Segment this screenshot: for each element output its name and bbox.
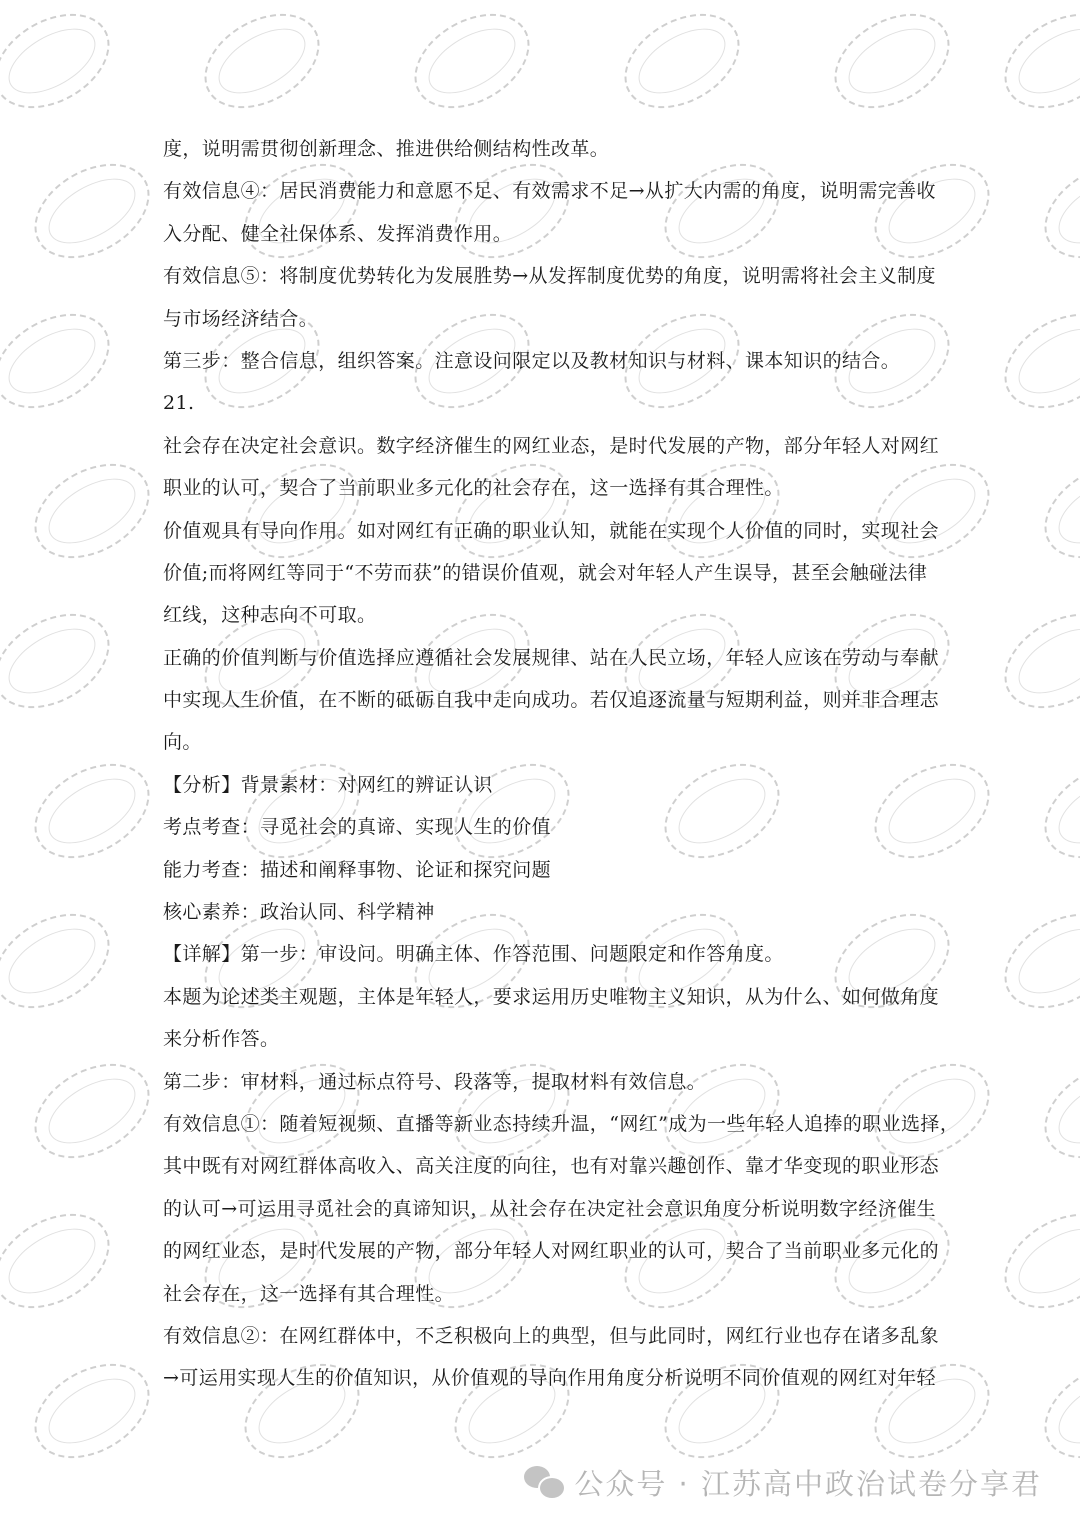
document-body xyxy=(163,128,960,1400)
watermark-stamp xyxy=(18,1044,166,1177)
text-line: 与市场经济结合。 xyxy=(163,307,319,330)
text-line: 【分析】背景素材：对网红的辨证认识 xyxy=(163,773,493,796)
text-line: 社会存在，这一选择有其合理性。 xyxy=(163,1282,455,1305)
text-line: 第二步：审材料，通过标点符号、段落等，提取材料有效信息。 xyxy=(163,1070,707,1093)
watermark-stamp xyxy=(988,894,1080,1027)
watermark-stamp xyxy=(1028,744,1080,877)
watermark-stamp xyxy=(608,0,756,128)
watermark-stamp xyxy=(1028,444,1080,577)
text-line: 【详解】第一步：审设问。明确主体、作答范围、问题限定和作答角度。 xyxy=(163,943,784,966)
text-line: 红线，这种志向不可取。 xyxy=(163,604,377,627)
text-line: 向。 xyxy=(163,731,202,754)
text-line: 职业的认可，契合了当前职业多元化的社会存在，这一选择有其合理性。 xyxy=(163,477,784,500)
text-line: 其中既有对网红群体高收入、高关注度的向往，也有对靠兴趣创作、靠才华变现的职业形态 xyxy=(163,1155,940,1178)
text-line: 的网红业态，是时代发展的产物，部分年轻人对网红职业的认可，契合了当前职业多元化的 xyxy=(163,1240,940,1263)
text-line: 有效信息④：居民消费能力和意愿不足、有效需求不足→从扩大内需的角度，说明需完善收 xyxy=(163,180,936,203)
watermark-stamp xyxy=(1028,1344,1080,1477)
watermark-stamp xyxy=(1028,1044,1080,1177)
watermark-stamp xyxy=(188,0,336,128)
text-line: 有效信息⑤：将制度优势转化为发展胜势→从发挥制度优势的角度，说明需将社会主义制度 xyxy=(163,265,936,288)
text-line: 有效信息①：随着短视频、直播等新业态持续升温，“网红”成为一些年轻人追捧的职业选择， xyxy=(163,1112,960,1135)
text-line: 价值观具有导向作用。如对网红有正确的职业认知，就能在实现个人价值的同时，实现社会 xyxy=(163,519,940,542)
watermark-stamp xyxy=(0,0,126,128)
watermark-stamp xyxy=(988,294,1080,427)
footer-watermark xyxy=(524,1462,1042,1503)
text-line: 本题为论述类主观题，主体是年轻人，要求运用历史唯物主义知识，从为什么、如何做角度 xyxy=(163,985,940,1008)
watermark-stamp xyxy=(988,1194,1080,1327)
text-line: →可运用实现人生的价值知识，从价值观的导向作用角度分析说明不同价值观的网红对年轻 xyxy=(163,1367,936,1390)
wechat-icon xyxy=(524,1466,564,1500)
watermark-stamp xyxy=(18,144,166,277)
text-line: 来分析作答。 xyxy=(163,1028,280,1051)
watermark-stamp xyxy=(988,0,1080,128)
footer-text: 公众号 · 江苏高中政治试卷分享君 xyxy=(574,1467,1042,1501)
text-line: 21. xyxy=(163,392,195,415)
watermark-stamp xyxy=(0,294,126,427)
watermark-stamp xyxy=(18,1344,166,1477)
watermark-stamp xyxy=(988,594,1080,727)
watermark-stamp xyxy=(0,1194,126,1327)
watermark-stamp xyxy=(1028,144,1080,277)
text-line: 社会存在决定社会意识。数字经济催生的网红业态，是时代发展的产物，部分年轻人对网红 xyxy=(163,434,940,457)
text-line: 入分配、健全社保体系、发挥消费作用。 xyxy=(163,222,513,245)
text-line: 度，说明需贯彻创新理念、推进供给侧结构性改革。 xyxy=(163,138,610,160)
text-line: 有效信息②：在网红群体中，不乏积极向上的典型，但与此同时，网红行业也存在诸多乱象 xyxy=(163,1324,940,1347)
text-line: 能力考查：描述和阐释事物、论证和探究问题 xyxy=(163,858,552,881)
watermark-stamp xyxy=(818,0,966,128)
text-line: 正确的价值判断与价值选择应遵循社会发展规律、站在人民立场，年轻人应该在劳动与奉献 xyxy=(163,646,940,669)
text-line: 核心素养：政治认同、科学精神 xyxy=(163,901,435,924)
watermark-stamp xyxy=(398,0,546,128)
watermark-stamp xyxy=(0,894,126,1027)
text-line: 中实现人生价值，在不断的砥砺自我中走向成功。若仅追逐流量与短期利益，则并非合理志 xyxy=(163,689,940,712)
text-line: 考点考查：寻觅社会的真谛、实现人生的价值 xyxy=(163,816,552,839)
watermark-stamp xyxy=(18,444,166,577)
watermark-stamp xyxy=(18,744,166,877)
text-line: 的认可→可运用寻觅社会的真谛知识，从社会存在决定社会意识角度分析说明数字经济催生 xyxy=(163,1197,936,1220)
text-line: 价值;而将网红等同于“不劳而获”的错误价值观，就会对年轻人产生误导，甚至会触碰法律 xyxy=(163,561,928,584)
text-line: 第三步：整合信息，组织答案。注意设问限定以及教材知识与材料、课本知识的结合。 xyxy=(163,349,901,372)
watermark-stamp xyxy=(0,594,126,727)
